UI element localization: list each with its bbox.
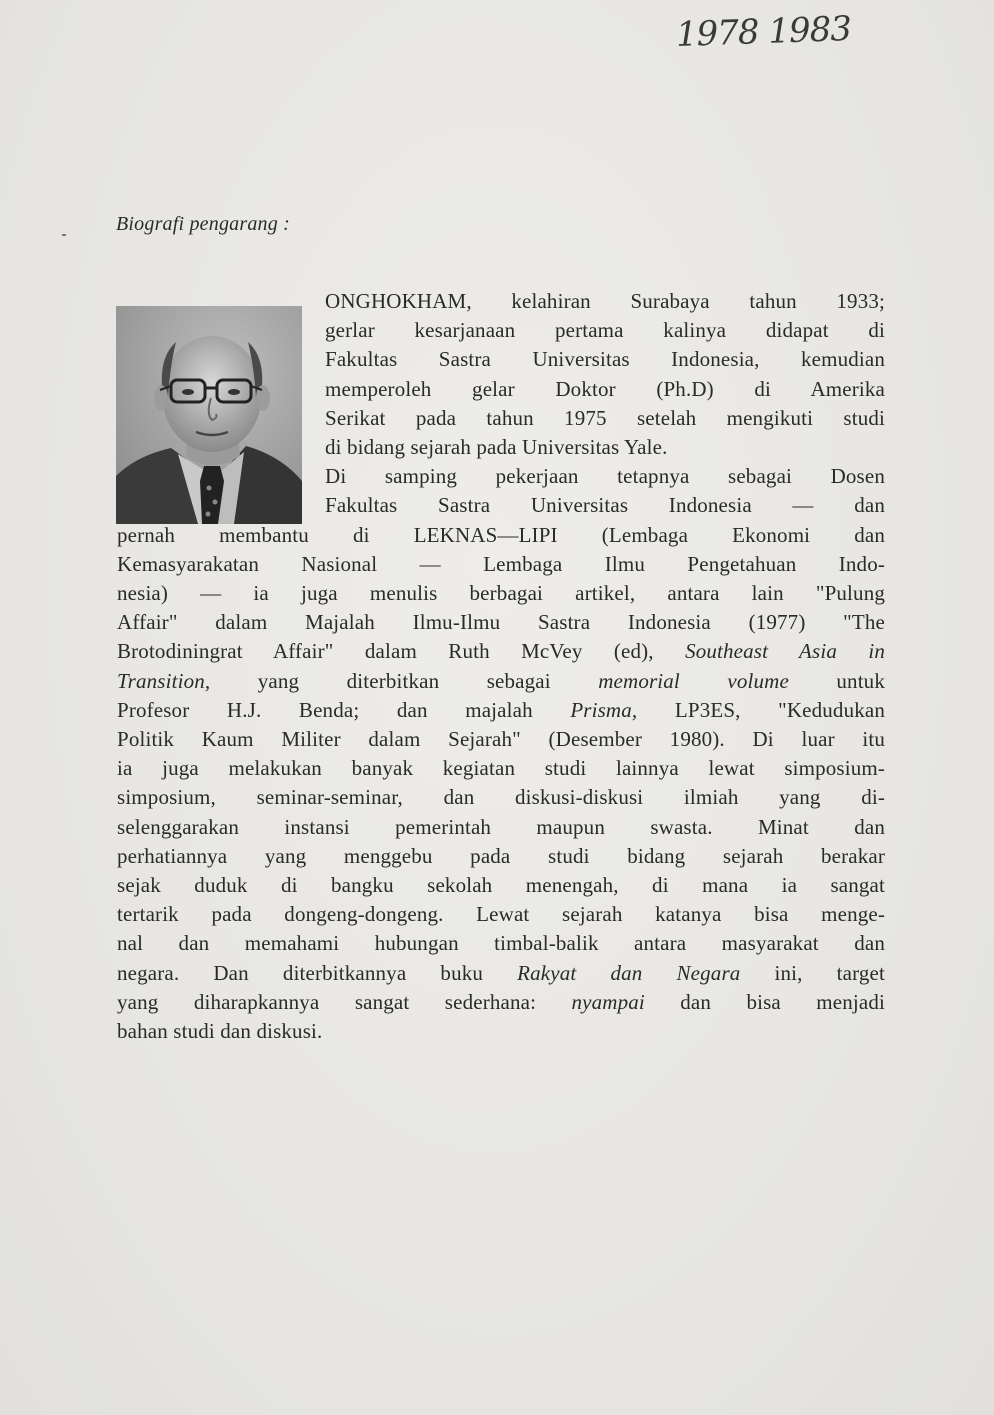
text-line: gerlar kesarjanaan pertama kalinya didapat di	[325, 318, 885, 343]
italic-text: Rakyat dan Negara	[517, 960, 741, 985]
text-line: Serikat pada tahun 1975 setelah mengikuti studi	[325, 405, 885, 430]
text-line: selenggarakan instansi pemerintah maupun swasta. Minat dan	[117, 814, 885, 839]
text-line: Kemasyarakatan Nasional — Lembaga Ilmu Pengetahuan Indo-	[117, 551, 885, 576]
text-line: sejak duduk di bangku sekolah menengah, di mana ia sangat	[117, 873, 885, 898]
text-line: Brotodiningrat Affair" dalam Ruth McVey (ed), Southeast Asia in	[117, 639, 885, 664]
text-line: ia juga melakukan banyak kegiatan studi lainnya lewat simposium-	[117, 756, 885, 781]
text-line: yang diharapkannya sangat sederhana: nyampai dan bisa menjadi	[117, 989, 885, 1014]
text-line: bahan studi dan diskusi.	[117, 1019, 323, 1044]
text-line: Affair" dalam Majalah Ilmu-Ilmu Sastra Indonesia (1977) "The	[117, 610, 885, 635]
text-line: perhatiannya yang menggebu pada studi bidang sejarah berakar	[117, 843, 885, 868]
text-line: simposium, seminar-seminar, dan diskusi-diskusi ilmiah yang di-	[117, 785, 885, 810]
italic-text: nyampai	[571, 989, 645, 1014]
italic-text: Transition,	[117, 668, 211, 693]
text-line: nal dan memahami hubungan timbal-balik antara masyarakat dan	[117, 931, 885, 956]
text-line: di bidang sejarah pada Universitas Yale.	[325, 435, 668, 460]
italic-text: Southeast Asia in	[685, 639, 885, 664]
biography-text	[117, 287, 885, 1046]
italic-text: Prisma,	[570, 697, 638, 722]
text-line: Politik Kaum Militer dalam Sejarah" (Desember 1980). Di luar itu	[117, 727, 885, 752]
text-line: ONGHOKHAM, kelahiran Surabaya tahun 1933;	[325, 289, 885, 313]
text-line: tertarik pada dongeng-dongeng. Lewat sejarah katanya bisa menge-	[117, 902, 885, 927]
text-line: memperoleh gelar Doktor (Ph.D) di Amerika	[325, 376, 885, 401]
margin-mark	[62, 234, 66, 236]
handwritten-note: 1978 1983	[675, 8, 852, 56]
text-line: negara. Dan diterbitkannya buku Rakyat dan Negara ini, target	[117, 960, 885, 985]
text-line: nesia) — ia juga menulis berbagai artikel, antara lain "Pulung	[117, 581, 885, 606]
text-line: Transition, yang diterbitkan sebagai memorial volume untuk	[117, 668, 885, 693]
italic-text: memorial volume	[598, 668, 789, 693]
text-line: Fakultas Sastra Universitas Indonesia, kemudian	[325, 347, 885, 372]
text-line: Di samping pekerjaan tetapnya sebagai Dosen	[325, 464, 885, 489]
text-line: Profesor H.J. Benda; dan majalah Prisma, LP3ES, "Kedudukan	[117, 697, 885, 722]
text-line: Fakultas Sastra Universitas Indonesia — dan	[325, 493, 885, 518]
section-heading: Biografi pengarang :	[116, 213, 290, 235]
text-line: pernah membantu di LEKNAS—LIPI (Lembaga Ekonomi dan	[117, 522, 885, 547]
